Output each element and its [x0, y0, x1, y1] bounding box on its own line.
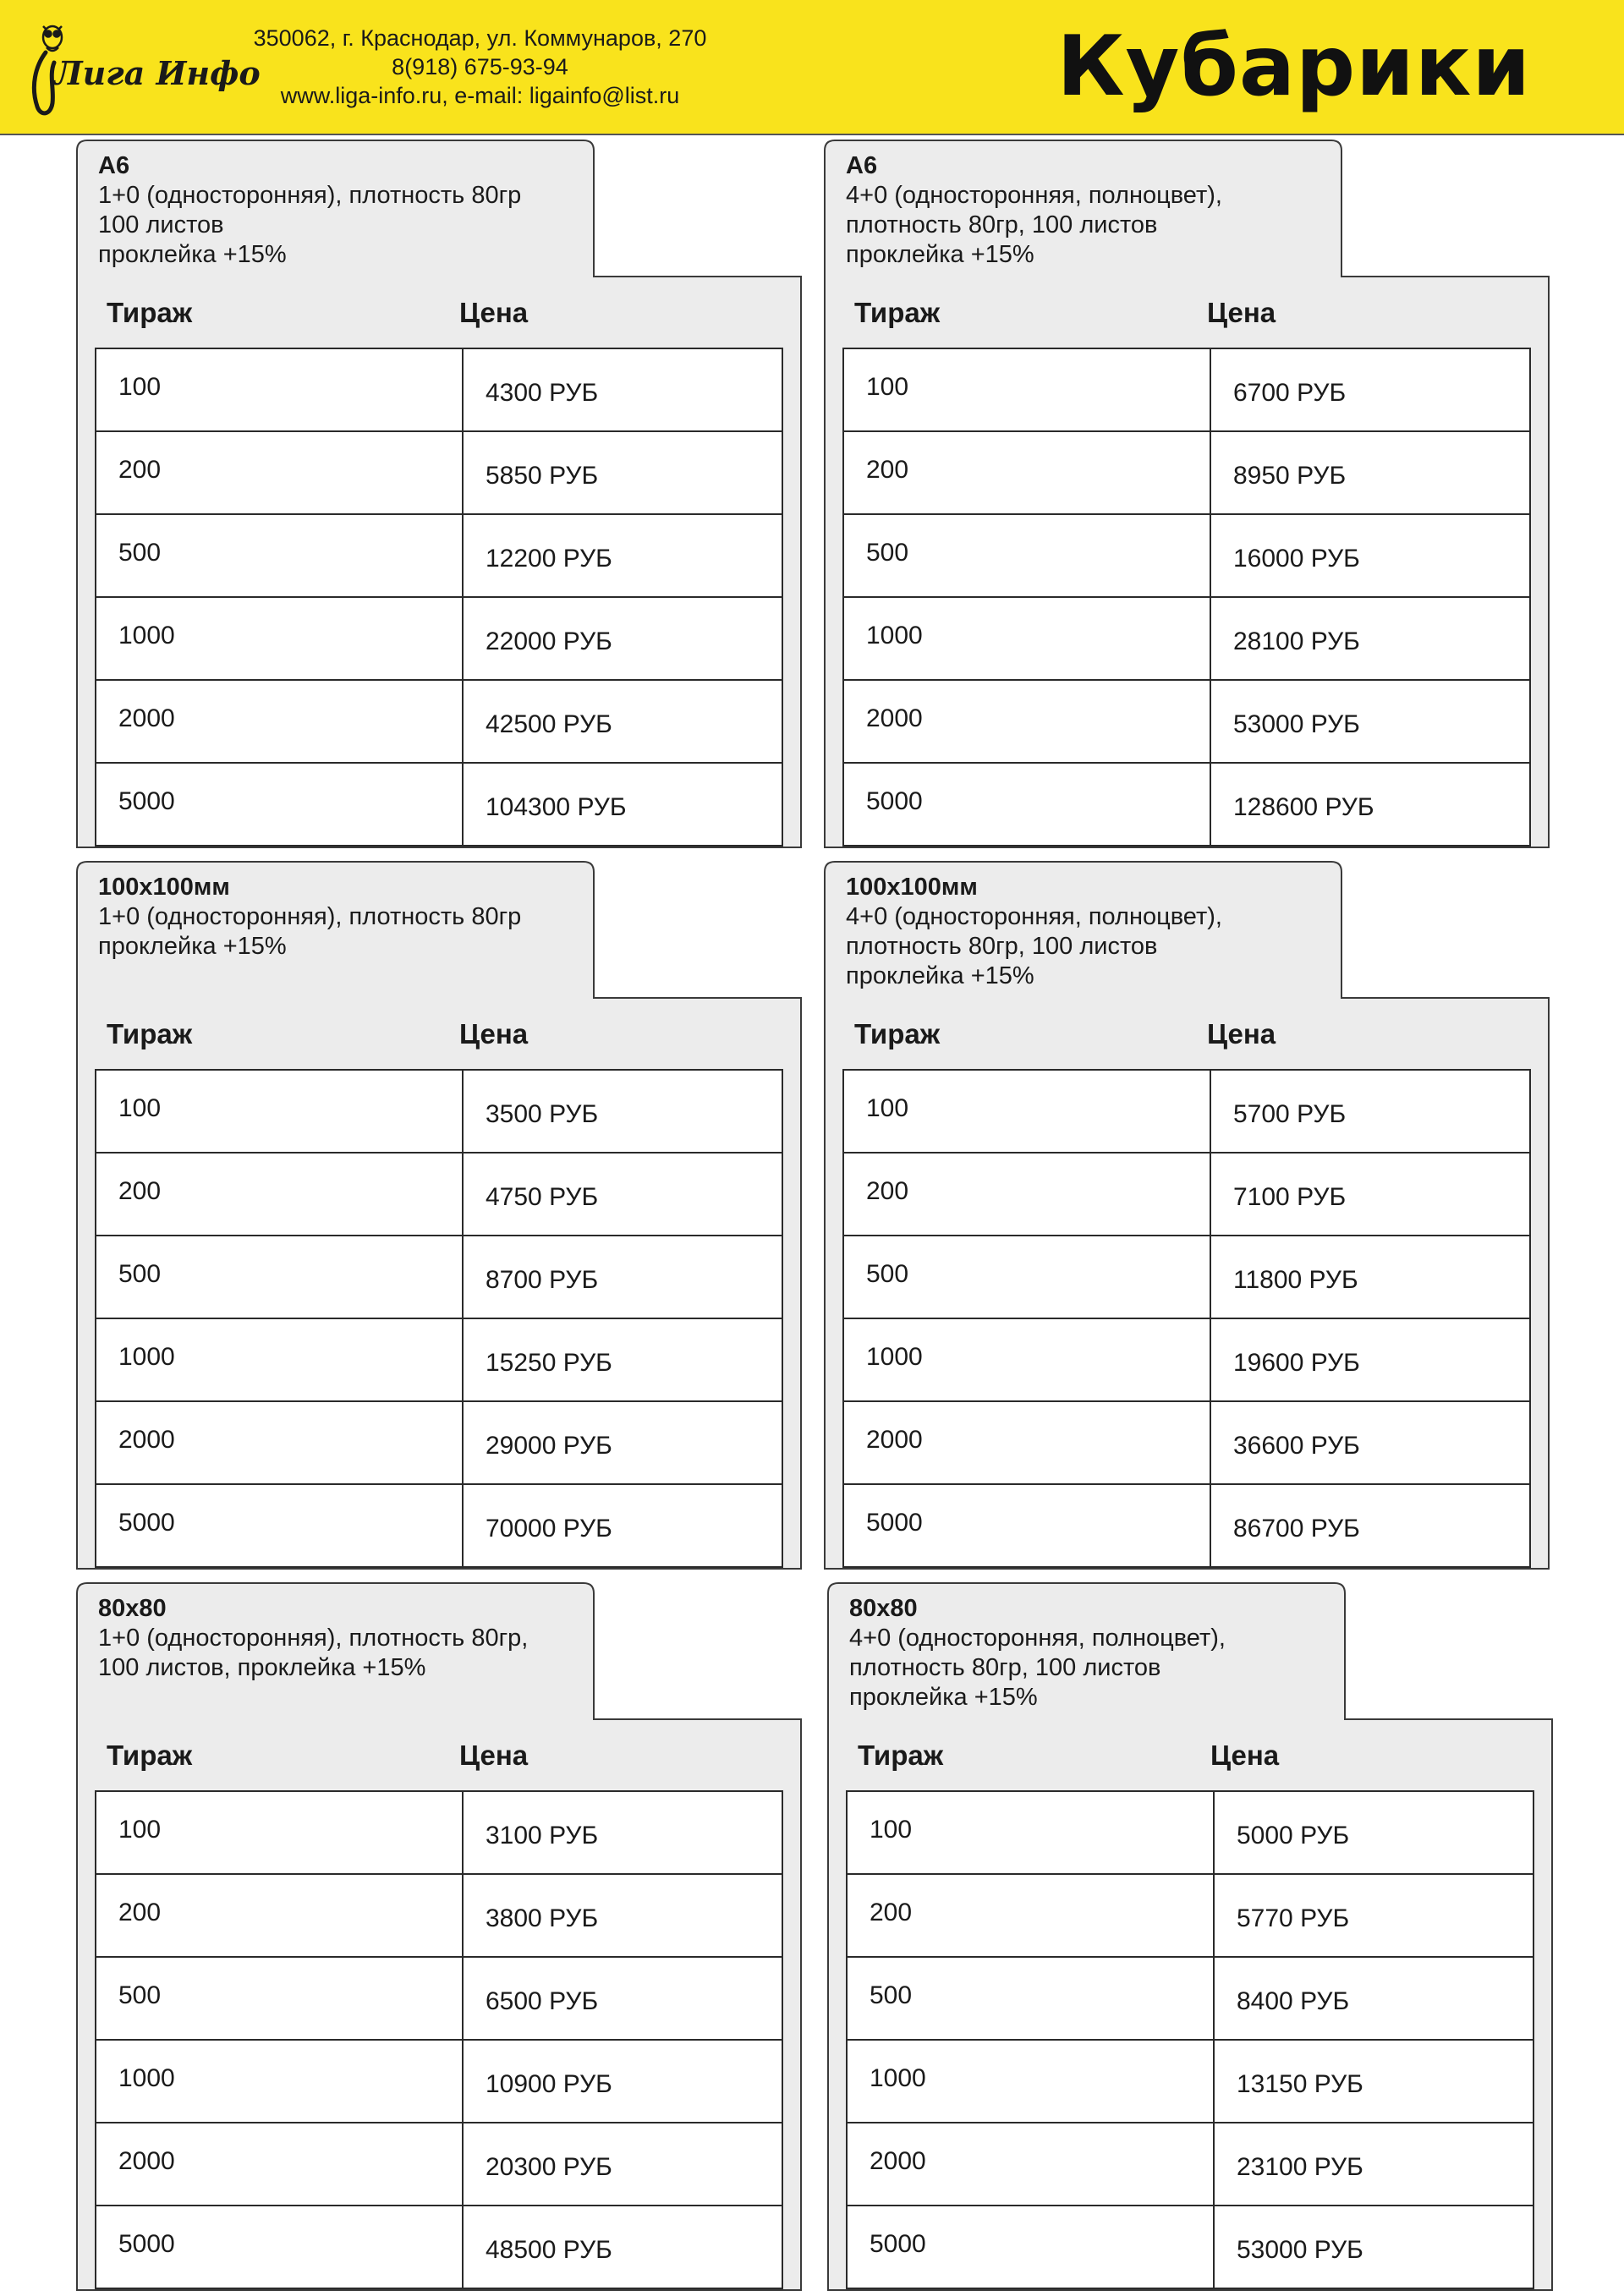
- table-row: [843, 1318, 1530, 1401]
- quantity-cell: 100: [843, 1070, 1210, 1153]
- column-header-quantity: Тираж: [107, 297, 193, 328]
- page-title: Кубарики: [1056, 19, 1531, 115]
- panel-caption: [846, 151, 1222, 270]
- price-cell: 48500 РУБ: [463, 2206, 782, 2288]
- quantity-cell: 1000: [96, 2040, 463, 2123]
- quantity-cell: 200: [843, 431, 1210, 514]
- quantity-cell: 100: [843, 348, 1210, 431]
- format-description-line: 100 листов, проклейка +15%: [98, 1654, 426, 1681]
- price-cell: 23100 РУБ: [1214, 2123, 1533, 2206]
- column-header-quantity: Тираж: [858, 1740, 944, 1771]
- format-description-line: плотность 80гр, 100 листов: [849, 1654, 1161, 1681]
- format-description-line: плотность 80гр, 100 листов: [846, 933, 1158, 960]
- table-row: [847, 1957, 1533, 2040]
- price-table: [846, 1790, 1534, 2289]
- table-row: [96, 2206, 782, 2288]
- price-cell: 5850 РУБ: [463, 431, 782, 514]
- price-cell: 29000 РУБ: [463, 1401, 782, 1484]
- column-header-price: Цена: [459, 297, 529, 328]
- price-cell: 15250 РУБ: [463, 1318, 782, 1401]
- price-cell: 5000 РУБ: [1214, 1791, 1533, 1874]
- table-row: [96, 348, 782, 431]
- price-cell: 22000 РУБ: [463, 597, 782, 680]
- format-description-line: 4+0 (односторонняя, полноцвет),: [846, 903, 1222, 930]
- format-description-line: 1+0 (односторонняя), плотность 80гр,: [98, 1625, 529, 1652]
- price-cell: 7100 РУБ: [1210, 1153, 1530, 1236]
- panel-caption: [98, 873, 521, 962]
- format-description-line: 100 листов: [98, 211, 224, 238]
- price-cell: 42500 РУБ: [463, 680, 782, 763]
- column-header-price: Цена: [1207, 297, 1276, 328]
- price-cell: 8400 РУБ: [1214, 1957, 1533, 2040]
- contact-block: [220, 24, 740, 110]
- price-cell: 28100 РУБ: [1210, 597, 1530, 680]
- price-cell: 12200 РУБ: [463, 514, 782, 597]
- price-table: [842, 348, 1531, 847]
- format-size: 100х100мм: [846, 874, 978, 901]
- table-row: [96, 1791, 782, 1874]
- table-row: [843, 680, 1530, 763]
- panel-caption: [846, 873, 1222, 991]
- price-panel: [824, 861, 1550, 1570]
- table-row: [96, 1318, 782, 1401]
- quantity-cell: 1000: [96, 1318, 463, 1401]
- column-header-price: Цена: [1207, 1018, 1276, 1049]
- format-description-line: проклейка +15%: [98, 933, 287, 960]
- price-cell: 3800 РУБ: [463, 1874, 782, 1957]
- quantity-cell: 2000: [843, 680, 1210, 763]
- table-row: [847, 2123, 1533, 2206]
- table-row: [843, 1153, 1530, 1236]
- quantity-cell: 500: [843, 514, 1210, 597]
- price-table: [842, 1069, 1531, 1568]
- format-description-line: проклейка +15%: [846, 241, 1034, 268]
- quantity-cell: 100: [847, 1791, 1214, 1874]
- table-row: [96, 1957, 782, 2040]
- quantity-cell: 500: [96, 1236, 463, 1318]
- price-cell: 6500 РУБ: [463, 1957, 782, 2040]
- column-header-price: Цена: [1210, 1740, 1280, 1771]
- format-description-line: 4+0 (односторонняя, полноцвет),: [849, 1625, 1226, 1652]
- price-cell: 53000 РУБ: [1210, 680, 1530, 763]
- price-cell: 5700 РУБ: [1210, 1070, 1530, 1153]
- table-row: [847, 2206, 1533, 2288]
- format-description-line: плотность 80гр, 100 листов: [846, 211, 1158, 238]
- phone-line: 8(918) 675-93-94: [392, 54, 568, 79]
- table-row: [843, 514, 1530, 597]
- column-header-quantity: Тираж: [107, 1740, 193, 1771]
- table-row: [96, 1236, 782, 1318]
- price-cell: 6700 РУБ: [1210, 348, 1530, 431]
- table-row: [96, 2040, 782, 2123]
- table-row: [96, 2123, 782, 2206]
- price-table: [95, 1790, 783, 2289]
- table-row: [96, 1874, 782, 1957]
- price-panel: [76, 861, 802, 1570]
- panel-caption: [849, 1594, 1226, 1712]
- quantity-cell: 5000: [96, 763, 463, 846]
- column-header-quantity: Тираж: [854, 1018, 941, 1049]
- table-row: [96, 1401, 782, 1484]
- table-row: [847, 1791, 1533, 1874]
- price-cell: 3100 РУБ: [463, 1791, 782, 1874]
- quantity-cell: 5000: [96, 2206, 463, 2288]
- format-size: 80х80: [98, 1595, 167, 1622]
- price-cell: 128600 РУБ: [1210, 763, 1530, 846]
- column-header-price: Цена: [459, 1740, 529, 1771]
- price-cell: 104300 РУБ: [463, 763, 782, 846]
- table-row: [843, 1401, 1530, 1484]
- format-description-line: 1+0 (односторонняя), плотность 80гр: [98, 182, 522, 209]
- table-row: [843, 763, 1530, 846]
- quantity-cell: 2000: [96, 680, 463, 763]
- page-header: [0, 0, 1624, 135]
- column-header-price: Цена: [459, 1018, 529, 1049]
- table-row: [96, 431, 782, 514]
- price-cell: 36600 РУБ: [1210, 1401, 1530, 1484]
- price-cell: 86700 РУБ: [1210, 1484, 1530, 1567]
- price-cell: 16000 РУБ: [1210, 514, 1530, 597]
- price-cell: 4750 РУБ: [463, 1153, 782, 1236]
- quantity-cell: 1000: [96, 597, 463, 680]
- quantity-cell: 200: [96, 431, 463, 514]
- quantity-cell: 200: [843, 1153, 1210, 1236]
- quantity-cell: 5000: [843, 1484, 1210, 1567]
- format-size: А6: [98, 152, 130, 179]
- table-row: [843, 1236, 1530, 1318]
- format-size: А6: [846, 152, 878, 179]
- price-table: [95, 1069, 783, 1568]
- price-cell: 5770 РУБ: [1214, 1874, 1533, 1957]
- price-panel: [76, 1582, 802, 2291]
- price-panel: [76, 140, 802, 848]
- quantity-cell: 5000: [847, 2206, 1214, 2288]
- format-size: 100х100мм: [98, 874, 230, 901]
- price-cell: 70000 РУБ: [463, 1484, 782, 1567]
- table-row: [843, 348, 1530, 431]
- price-panel: [827, 1582, 1553, 2291]
- format-size: 80х80: [849, 1595, 918, 1622]
- price-cell: 8700 РУБ: [463, 1236, 782, 1318]
- web-email-line: www.liga-info.ru, e-mail: ligainfo@list.ru: [280, 83, 680, 108]
- logo-wordmark: Лига Инфо: [54, 54, 261, 92]
- price-cell: 11800 РУБ: [1210, 1236, 1530, 1318]
- format-description-line: проклейка +15%: [849, 1684, 1038, 1711]
- panel-caption: [98, 1594, 528, 1683]
- quantity-cell: 2000: [96, 1401, 463, 1484]
- quantity-cell: 500: [96, 514, 463, 597]
- quantity-cell: 500: [847, 1957, 1214, 2040]
- format-description-line: 1+0 (односторонняя), плотность 80гр: [98, 903, 522, 930]
- table-row: [847, 1874, 1533, 1957]
- quantity-cell: 200: [96, 1874, 463, 1957]
- table-row: [843, 1484, 1530, 1567]
- price-table: [95, 348, 783, 847]
- table-row: [96, 763, 782, 846]
- table-row: [847, 2040, 1533, 2123]
- table-row: [96, 1484, 782, 1567]
- quantity-cell: 5000: [96, 1484, 463, 1567]
- format-description-line: проклейка +15%: [98, 241, 287, 268]
- quantity-cell: 1000: [843, 597, 1210, 680]
- price-panel: [824, 140, 1550, 848]
- quantity-cell: 2000: [96, 2123, 463, 2206]
- table-row: [843, 1070, 1530, 1153]
- table-row: [96, 514, 782, 597]
- price-cell: 8950 РУБ: [1210, 431, 1530, 514]
- price-cell: 4300 РУБ: [463, 348, 782, 431]
- column-header-quantity: Тираж: [854, 297, 941, 328]
- quantity-cell: 500: [96, 1957, 463, 2040]
- quantity-cell: 100: [96, 1070, 463, 1153]
- table-row: [96, 1153, 782, 1236]
- table-row: [96, 680, 782, 763]
- address-line: 350062, г. Краснодар, ул. Коммунаров, 270: [253, 25, 707, 51]
- quantity-cell: 100: [96, 1791, 463, 1874]
- format-description-line: проклейка +15%: [846, 962, 1034, 989]
- format-description-line: 4+0 (односторонняя, полноцвет),: [846, 182, 1222, 209]
- price-cell: 3500 РУБ: [463, 1070, 782, 1153]
- quantity-cell: 1000: [847, 2040, 1214, 2123]
- price-cell: 53000 РУБ: [1214, 2206, 1533, 2288]
- quantity-cell: 1000: [843, 1318, 1210, 1401]
- table-row: [843, 431, 1530, 514]
- table-row: [843, 597, 1530, 680]
- quantity-cell: 200: [847, 1874, 1214, 1957]
- table-row: [96, 1070, 782, 1153]
- price-cell: 20300 РУБ: [463, 2123, 782, 2206]
- quantity-cell: 100: [96, 348, 463, 431]
- quantity-cell: 5000: [843, 763, 1210, 846]
- column-header-quantity: Тираж: [107, 1018, 193, 1049]
- quantity-cell: 2000: [843, 1401, 1210, 1484]
- price-cell: 10900 РУБ: [463, 2040, 782, 2123]
- price-cell: 13150 РУБ: [1214, 2040, 1533, 2123]
- table-row: [96, 597, 782, 680]
- quantity-cell: 500: [843, 1236, 1210, 1318]
- price-cell: 19600 РУБ: [1210, 1318, 1530, 1401]
- quantity-cell: 200: [96, 1153, 463, 1236]
- panel-caption: [98, 151, 521, 270]
- quantity-cell: 2000: [847, 2123, 1214, 2206]
